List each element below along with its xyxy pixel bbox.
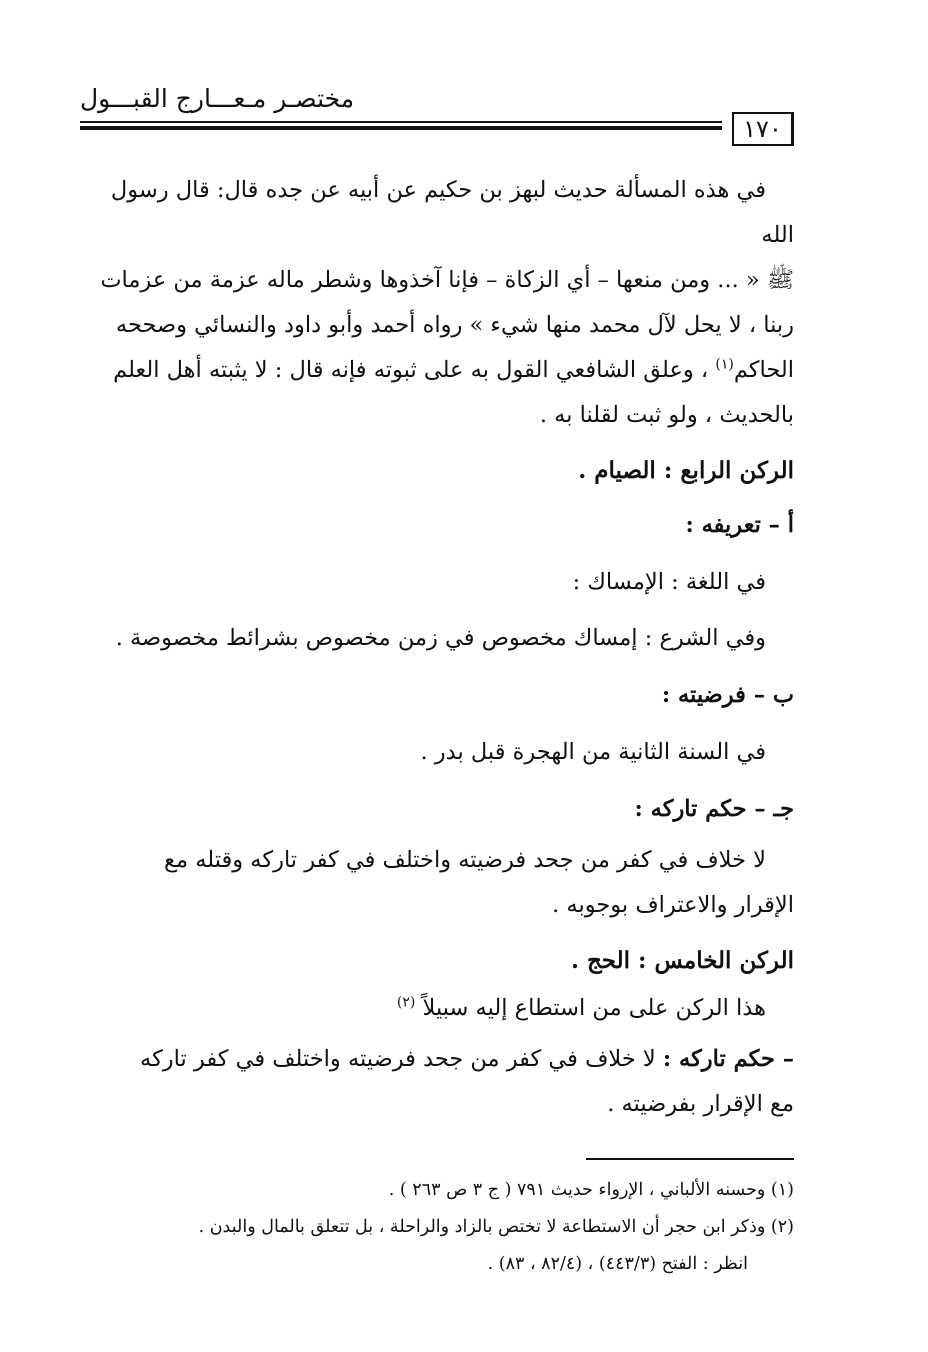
- subheading-definition: أ – تعريفه :: [685, 512, 794, 538]
- footnote-separator: [586, 1158, 794, 1160]
- page-number: ١٧٠: [732, 112, 794, 146]
- paragraph-line: ربنا ، لا يحل لآل محمد منها شيء » رواه أحمد وأبو داود والنسائي وصححه: [115, 312, 794, 338]
- section-heading-fasting: الركن الرابع : الصيام .: [578, 457, 794, 484]
- hajj-ruling-line: مع الإقرار بفرضيته .: [607, 1091, 794, 1117]
- footnote-ref-2: (٢): [396, 994, 416, 1011]
- text-span: ، وعلق الشافعي القول به على ثبوته فإنه قال : لا يثبته أهل العلم: [113, 357, 716, 383]
- section-heading-hajj: الركن الخامس : الحج .: [570, 947, 794, 974]
- subheading-ruling: جـ – حكم تاركه :: [634, 796, 794, 822]
- definition-language: في اللغة : الإمساك :: [572, 569, 766, 595]
- text-span: لا خلاف في كفر من جحد فرضيته واختلف في كفر تاركه: [140, 1046, 663, 1072]
- hajj-ruling-line: [80, 1037, 794, 1082]
- paragraph-line: بالحديث ، ولو ثبت لقلنا به .: [539, 402, 794, 428]
- running-title: مختصـر مـعـــارج القبـــول: [80, 84, 355, 113]
- footnotes: [80, 1172, 794, 1283]
- subheading-obligation: ب – فرضيته :: [661, 682, 794, 708]
- hajj-text: [80, 986, 794, 1031]
- main-text: [80, 168, 794, 1127]
- text-span: هذا الركن على من استطاع إليه سبيلاً: [422, 995, 766, 1021]
- page-header: [80, 84, 794, 154]
- paragraph-line: [80, 348, 794, 393]
- footnote-1: (١) وحسنه الألباني ، الإرواء حديث ٧٩١ ( ج ٣ ص ٢٦٣ ) .: [388, 1180, 794, 1200]
- text-span: الحاكم: [733, 357, 794, 383]
- definition-sharia: وفي الشرع : إمساك مخصوص في زمن مخصوص بشرائط مخصوصة .: [115, 625, 766, 651]
- ruling-line: لا خلاف في كفر من جحد فرضيته واختلف في كفر تاركه وقتله مع: [164, 847, 766, 873]
- header-rule-thin: [80, 121, 722, 123]
- paragraph-line: ﷺ « ... ومن منعها – أي الزكاة – فإنا آخذوها وشطر ماله عزمة من عزمات: [100, 267, 794, 293]
- footnote-ref-1: (١): [715, 356, 734, 373]
- footnote-2: (٢) وذكر ابن حجر أن الاستطاعة لا تختص بالزاد والراحلة ، بل تتعلق بالمال والبدن .: [198, 1217, 794, 1237]
- footnote-2-continued: انظر : الفتح (٤٤٣/٣) ، (٨٢/٤ ، ٨٣) .: [487, 1254, 748, 1274]
- obligation-text: في السنة الثانية من الهجرة قبل بدر .: [420, 739, 766, 765]
- paragraph-line: في هذه المسألة حديث لبهز بن حكيم عن أبيه عن جده قال: قال رسول الله: [110, 177, 794, 248]
- header-rule-thick: [80, 126, 722, 130]
- ruling-line: الإقرار والاعتراف بوجوبه .: [552, 892, 794, 918]
- hajj-ruling-label: – حكم تاركه :: [662, 1046, 794, 1072]
